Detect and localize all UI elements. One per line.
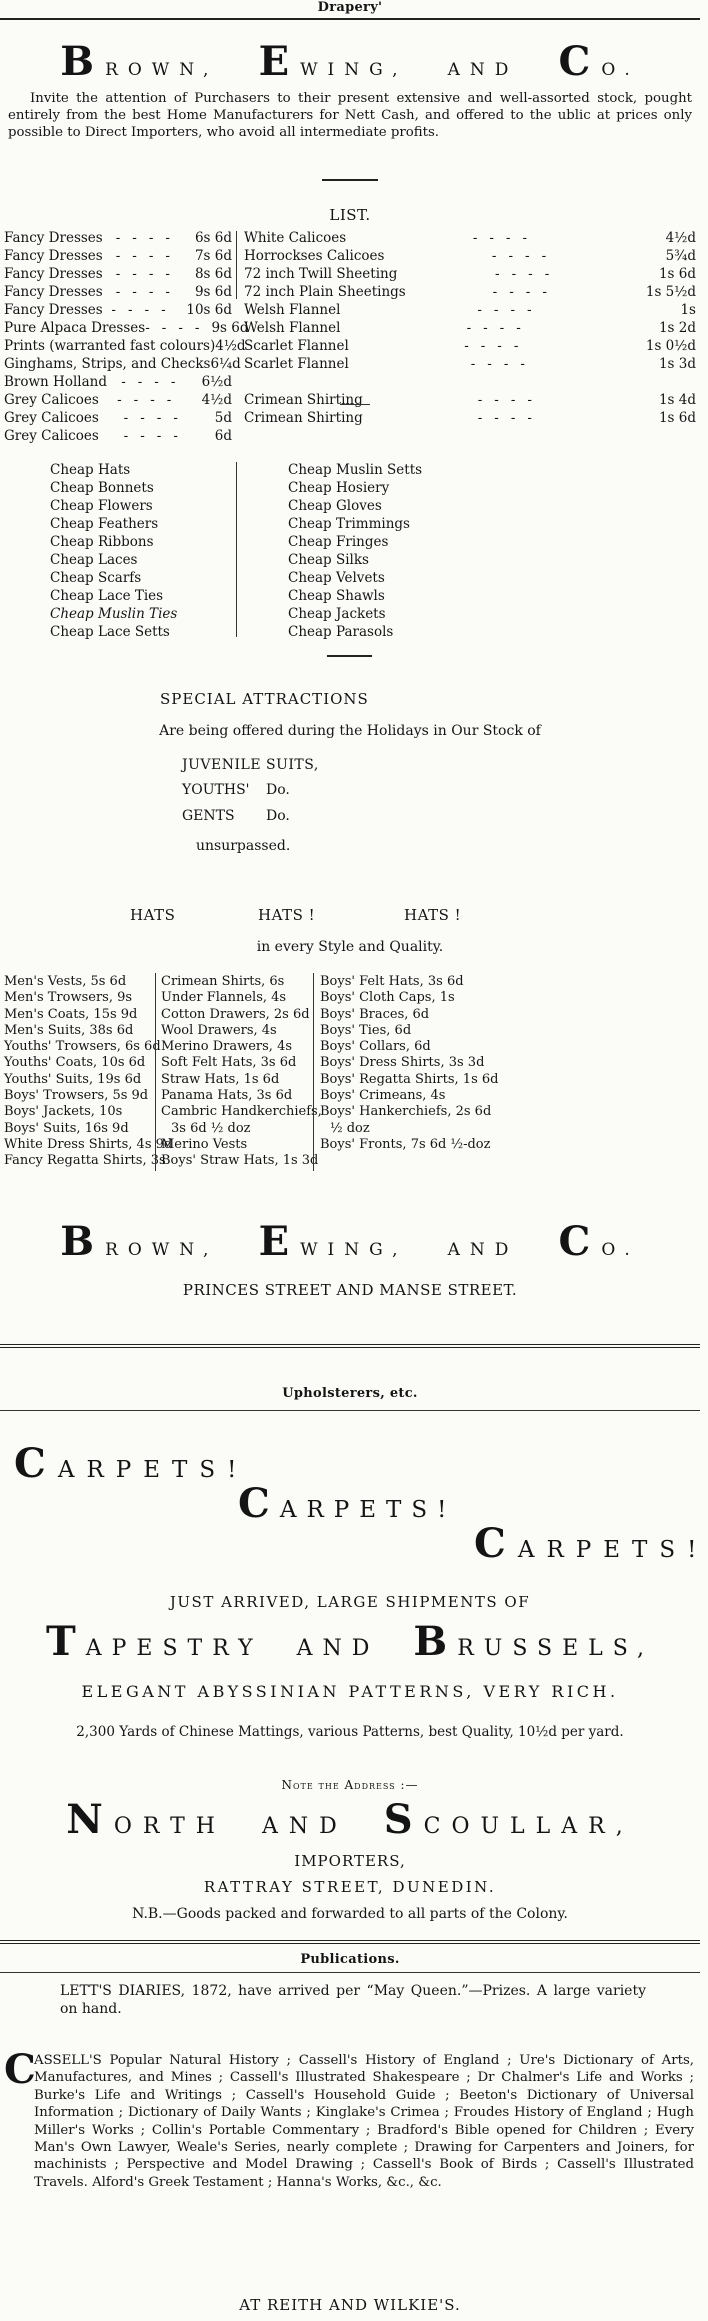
cheap-list-right [288, 461, 488, 641]
short-rule [340, 404, 370, 405]
cassell-list-paragraph: ASSELL'S Popular Natural History ; Cassell's History of England ; Ure's Dictionary of Arts, Manufactures, and Mines ; Cassell's Illustrated Shakespeare ; Dr Chalmer's Life and Works ; Burke's Life and Writings ; Cassell's Household Guide ; Beeton's Dictionary of Universal Information ; Dictionary of Daily Wants ; Kinglake's Crimea ; Froudes History of England ; Hugh Miller's Works ; Collin's Portable Commentary ; Bradford's Bible opened for Children ; Every Man's Own Lawyer, Weale's Series, nearly complete ; Drawing for Carpenters and Joiners, for machinists ; Perspective and Model Drawing ; Cassell's Book of Birds ; Cassell's Illustrated Travels. Alford's Greek Testament ; Hanna's Works, &c., &c. [34, 2053, 694, 2190]
item-price: 1s 5½d [645, 284, 696, 300]
list-item: Cheap Bonnets [50, 480, 154, 496]
leader-dots: ---- [470, 356, 537, 372]
gents-label: GENTS [182, 808, 235, 824]
item-price: 7s 6d [194, 248, 232, 264]
list-item: Youths' Trowsers, 6s 6d [4, 1039, 161, 1055]
list-item: Cheap Lace Setts [50, 624, 170, 640]
item-price: 10s 6d [186, 302, 232, 318]
price-row [244, 301, 696, 319]
item-name: White Calicoes [244, 230, 347, 246]
list-item: Men's Trowsers, 9s [4, 990, 133, 1006]
item-name: Fancy Dresses [4, 230, 103, 246]
item-name: Fancy Dresses [4, 302, 103, 318]
price-row [244, 391, 696, 409]
section-title-drapery: Drapery' [317, 0, 383, 15]
item-price: 1s 2d [658, 320, 696, 336]
hats-1: HATS [130, 906, 176, 924]
price-row [244, 337, 696, 355]
clothing-column-1 [4, 974, 173, 1170]
item-price: 9s 6d [211, 320, 249, 336]
item-name: Fancy Dresses [4, 266, 103, 282]
price-row [244, 229, 696, 247]
list-item: Cheap Silks [288, 552, 369, 568]
list-item: Cheap Trimmings [288, 516, 410, 532]
list-item: Boys' Cloth Caps, 1s [320, 990, 455, 1006]
firm-north-scoullar: NORTH AND SCOULLAR, [66, 1796, 634, 1843]
item-price: 4½d [665, 230, 696, 246]
leader-dots: ---- [123, 428, 190, 444]
leader-dots: ---- [477, 392, 544, 408]
list-item: Boys' Suits, 16s 9d [4, 1120, 129, 1136]
item-name: Grey Calicoes [4, 392, 99, 408]
list-item: Boys' Fronts, 7s 6d ½-doz [320, 1136, 491, 1152]
rule [0, 1972, 700, 1973]
list-item: Straw Hats, 1s 6d [161, 1071, 280, 1087]
price-row [244, 283, 696, 301]
column-divider [236, 231, 237, 299]
list-item: Soft Felt Hats, 3s 6d [161, 1055, 297, 1071]
column-divider [236, 462, 237, 637]
elegant-patterns-line: ELEGANT ABYSSINIAN PATTERNS, VERY RICH. [81, 1682, 619, 1701]
list-item: Fancy Regatta Shirts, 3s [4, 1153, 166, 1169]
list-item: Cheap Gloves [288, 498, 382, 514]
list-item: Youths' Coats, 10s 6d [4, 1055, 146, 1071]
list-item: Cheap Laces [50, 552, 138, 568]
list-item: 3s 6d ½ doz [171, 1120, 251, 1136]
drop-cap-c: C [4, 2046, 36, 2093]
leader-dots: ---- [472, 230, 540, 246]
price-row [4, 391, 232, 409]
list-item: Cheap Velvets [288, 570, 385, 586]
youths-ditto: Do. [266, 782, 290, 798]
rule [0, 1410, 700, 1411]
price-row [244, 409, 696, 427]
leader-dots: ---- [111, 302, 178, 318]
price-row [244, 355, 696, 373]
list-item: Merino Vests [161, 1136, 248, 1152]
juvenile-suits: JUVENILE SUITS, [182, 757, 319, 773]
list-item: Boys' Straw Hats, 1s 3d [161, 1153, 319, 1169]
carpets-3: CARPETS! [474, 1520, 708, 1567]
price-row [4, 301, 232, 319]
list-item: Boys' Hankerchiefs, 2s 6d [320, 1104, 492, 1120]
list-item: Cheap Muslin Setts [288, 462, 423, 478]
firm-heading-brown-ewing: BROWN, EWING, AND CO. [60, 38, 640, 85]
rule [0, 18, 700, 20]
item-name: Grey Calicoes [4, 410, 99, 426]
price-row [4, 355, 241, 373]
price-list-left [4, 229, 249, 445]
price-row [4, 247, 232, 265]
list-item: Wool Drawers, 4s [161, 1022, 277, 1038]
list-item: Cheap Flowers [50, 498, 153, 514]
item-name: Scarlet Flannel [244, 356, 349, 372]
list-item: Cotton Drawers, 2s 6d [161, 1006, 310, 1022]
leader-dots: ---- [115, 284, 182, 300]
list-item: Cheap Fringes [288, 534, 389, 550]
leader-dots: ---- [123, 410, 190, 426]
item-name: Fancy Dresses [4, 284, 103, 300]
list-item: Cheap Jackets [288, 606, 386, 622]
list-item: Cheap Ribbons [50, 534, 154, 550]
item-name: Grey Calicoes [4, 428, 99, 444]
list-item: Boys' Regatta Shirts, 1s 6d [320, 1071, 499, 1087]
item-price: 1s 0½d [645, 338, 696, 354]
leader-dots: ---- [145, 320, 212, 336]
leader-dots: ---- [491, 248, 559, 264]
list-item: Cheap Hosiery [288, 480, 390, 496]
leader-dots: ---- [115, 230, 182, 246]
rattray-street-line: RATTRAY STREET, DUNEDIN. [203, 1878, 497, 1896]
list-item: Under Flannels, 4s [161, 990, 287, 1006]
reith-wilkie-line: AT REITH AND WILKIE'S. [239, 2296, 461, 2314]
carpets-1: CARPETS! [14, 1440, 249, 1487]
list-item: Men's Vests, 5s 6d [4, 974, 127, 989]
leader-dots: ---- [477, 302, 544, 318]
list-item: Men's Coats, 15s 9d [4, 1006, 138, 1022]
nb-line: N.B.—Goods packed and forwarded to all parts of the Colony. [132, 1906, 568, 1922]
price-row [4, 229, 232, 247]
list-item: Cheap Parasols [288, 624, 394, 640]
gents-ditto: Do. [266, 808, 290, 824]
list-title: LIST. [329, 206, 371, 224]
list-item: Boys' Ties, 6d [320, 1022, 412, 1038]
list-item: Youths' Suits, 19s 6d [4, 1071, 142, 1087]
section-title-publications: Publications. [300, 1952, 400, 1967]
item-price: 1s [680, 302, 696, 318]
chinese-mattings-line: 2,300 Yards of Chinese Mattings, various Patterns, best Quality, 10½d per yard. [76, 1724, 624, 1740]
item-price: 5¾d [665, 248, 696, 264]
item-name: Brown Holland [4, 374, 107, 390]
carpets-2: CARPETS! [238, 1480, 457, 1527]
price-row [4, 373, 232, 391]
youths-label: YOUTHS' [182, 782, 250, 798]
list-item: White Dress Shirts, 4s 9d [4, 1136, 173, 1152]
list-item: Cheap Shawls [288, 588, 385, 604]
item-name: Horrockses Calicoes [244, 248, 385, 264]
clothing-column-2 [161, 974, 322, 1170]
column-divider [155, 973, 156, 1171]
price-row [4, 319, 249, 337]
just-arrived-line: JUST ARRIVED, LARGE SHIPMENTS OF [169, 1593, 531, 1611]
list-item: Cheap Hats [50, 462, 131, 478]
special-attractions-title: SPECIAL ATTRACTIONS [160, 690, 369, 708]
item-price: 9s 6d [194, 284, 232, 300]
leader-dots: ---- [495, 266, 562, 282]
note-address: Note the Address :— [281, 1778, 419, 1792]
item-price: 6¼d [210, 356, 241, 372]
list-item: Boys' Crimeans, 4s [320, 1088, 446, 1104]
price-row [4, 337, 246, 355]
firm-footer-brown-ewing: BROWN, EWING, AND CO. [60, 1218, 640, 1265]
item-name: 72 inch Twill Sheeting [244, 266, 398, 282]
item-name: Welsh Flannel [244, 302, 341, 318]
item-name: Welsh Flannel [244, 320, 341, 336]
item-price: 6½d [201, 374, 232, 390]
item-name: Fancy Dresses [4, 248, 103, 264]
list-item: Crimean Shirts, 6s [161, 974, 285, 989]
list-item: Merino Drawers, 4s [161, 1039, 293, 1055]
list-item: Boys' Collars, 6d [320, 1039, 431, 1055]
price-row [244, 319, 696, 337]
price-row [4, 283, 232, 301]
importers-line: IMPORTERS, [294, 1852, 406, 1870]
hats-2: HATS ! [258, 906, 316, 924]
dash-rule [322, 179, 378, 181]
list-item: Cheap Lace Ties [50, 588, 164, 604]
dash-rule [327, 655, 372, 657]
item-name: Crimean Shirting [244, 410, 363, 426]
rule [0, 1344, 700, 1348]
list-item: Boys' Braces, 6d [320, 1006, 430, 1022]
column-divider [313, 973, 314, 1171]
leader-dots: ---- [464, 338, 531, 354]
section-title-upholsterers: Upholsterers, etc. [282, 1386, 418, 1401]
item-name: Ginghams, Strips, and Checks [4, 356, 211, 372]
price-row [4, 409, 232, 427]
item-price: 6d [214, 428, 232, 444]
item-price: 1s 6d [658, 266, 696, 282]
leader-dots: ---- [466, 320, 533, 336]
leader-dots: ---- [477, 410, 544, 426]
price-row [4, 265, 232, 283]
item-price: 5d [214, 410, 232, 426]
clothing-column-3 [320, 974, 510, 1153]
leader-dots: ---- [492, 284, 559, 300]
item-name: Pure Alpaca Dresses [4, 320, 146, 336]
item-price: 4½d [215, 338, 246, 354]
list-item: Boys' Jackets, 10s [4, 1104, 123, 1120]
price-row [244, 265, 696, 283]
list-item: Boys' Trowsers, 5s 9d [4, 1088, 149, 1104]
price-row [244, 247, 696, 265]
price-list-right [244, 229, 696, 427]
special-line: Are being offered during the Holidays in Our Stock of [159, 723, 541, 739]
tapestry-brussels: TAPESTRY AND BRUSSELS, [45, 1618, 655, 1665]
leader-dots: ---- [117, 392, 184, 408]
item-name: Scarlet Flannel [244, 338, 349, 354]
list-item: Panama Hats, 3s 6d [161, 1088, 293, 1104]
letts-diaries-notice: LETT'S DIARIES, 1872, have arrived per “May Queen.”—Prizes. A large variety on hand. [60, 1983, 646, 2017]
list-item: Boys' Felt Hats, 3s 6d [320, 974, 464, 989]
item-price: 4½d [201, 392, 232, 408]
leader-dots: ---- [121, 374, 188, 390]
hats-subtitle: in every Style and Quality. [256, 939, 444, 955]
price-row [4, 427, 232, 445]
item-name: Prints (warranted fast colours) [4, 338, 216, 354]
list-item: ½ doz [330, 1120, 370, 1136]
list-item: Cambric Handkerchiefs, [161, 1104, 322, 1120]
item-price: 6s 6d [194, 230, 232, 246]
intro-paragraph: Invite the attention of Purchasers to their present extensive and well-assorted stock, pought entirely from the best Home Manufacturers for Nett Cash, and offered to the ublic at prices only possible to Direct Importers, who avoid all intermediate profits. [8, 91, 692, 140]
leader-dots: ---- [115, 248, 182, 264]
list-item: Cheap Feathers [50, 516, 159, 532]
list-item: Cheap Muslin Ties [50, 606, 178, 622]
item-price: 1s 3d [658, 356, 696, 372]
cheap-list-left [50, 461, 230, 641]
leader-dots: ---- [115, 266, 182, 282]
unsurpassed-text: unsurpassed. [196, 838, 291, 854]
list-item: Cheap Scarfs [50, 570, 142, 586]
item-name: Crimean Shirting [244, 392, 363, 408]
item-name: 72 inch Plain Sheetings [244, 284, 406, 300]
drapery-address: PRINCES STREET AND MANSE STREET. [182, 1281, 518, 1299]
item-price: 1s 4d [658, 392, 696, 408]
item-price: 1s 6d [658, 410, 696, 426]
item-price: 8s 6d [194, 266, 232, 282]
list-item: Boys' Dress Shirts, 3s 3d [320, 1055, 485, 1071]
list-item: Men's Suits, 38s 6d [4, 1022, 134, 1038]
hats-3: HATS ! [404, 906, 462, 924]
spacer [244, 373, 696, 391]
rule [0, 1940, 700, 1944]
